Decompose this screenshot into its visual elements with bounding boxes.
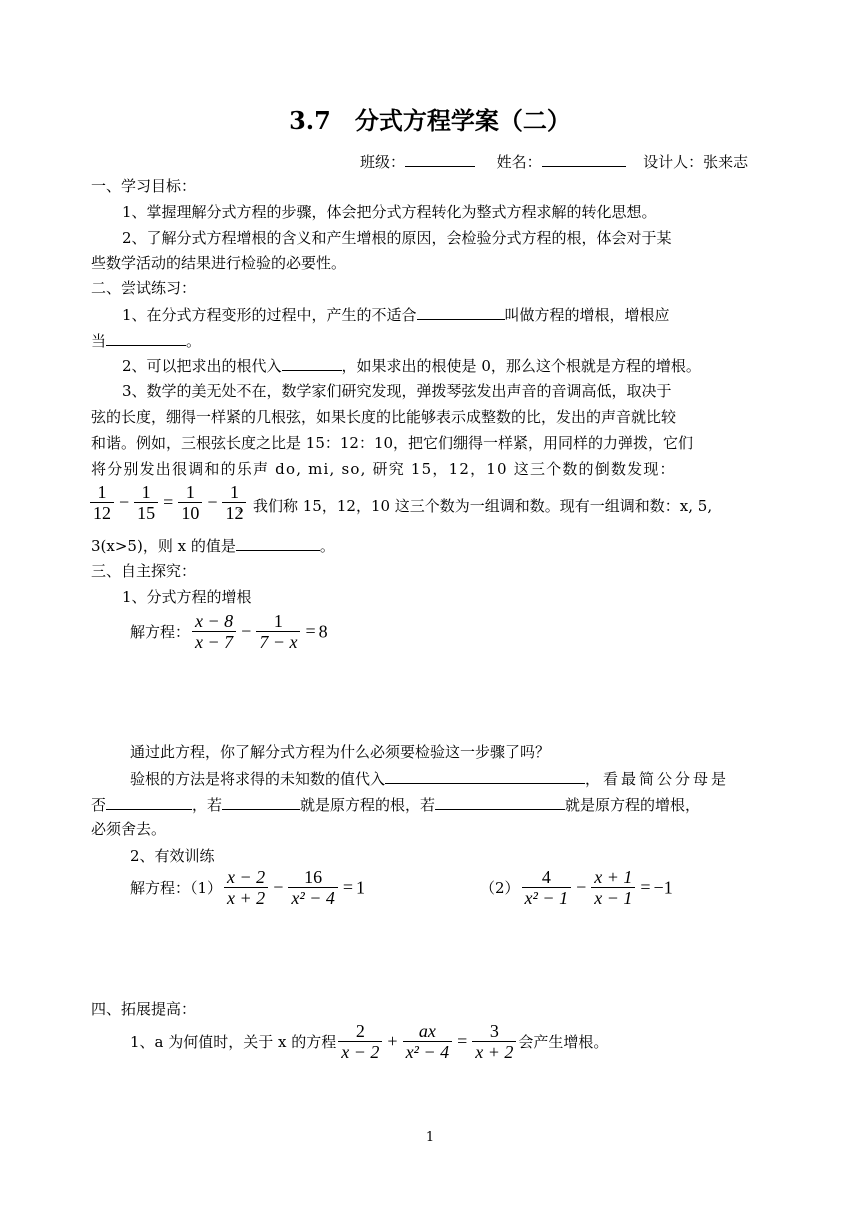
solve-label: 解方程： [130, 623, 191, 642]
fraction [90, 482, 114, 523]
equation-3: （2） $\frac{4}{\text{x² − 1}}$ − $\frac{x + 1}{x - 1}$ = −1 [480, 867, 673, 908]
denominator: 7 − x [259, 632, 298, 652]
name-label: 姓名： [496, 153, 542, 171]
equation-1: 解方程： $\frac{x - 8}{x - 7}$ − $\frac{1}{7 - x}$ = 8 [130, 611, 328, 652]
practice-q1-line2 [91, 329, 201, 351]
p2-label: （2） [480, 879, 520, 898]
equation-2: 解方程：（1） $\frac{x - 2}{x + 2}$ − $\frac{16}{\text{x² − 4}}$ = 1 [130, 867, 366, 908]
numerator: 4 [522, 867, 572, 888]
rhs: 8 [318, 621, 328, 641]
numerator: 1 [222, 482, 246, 503]
fraction [403, 1021, 453, 1062]
numerator: x − 8 [192, 611, 236, 632]
name-blank [542, 150, 626, 167]
practice-q2 [122, 354, 701, 376]
fraction [256, 611, 300, 652]
check-text-c: 否 [91, 796, 107, 814]
check-line3: 必须舍去。 [91, 820, 167, 838]
rhs: −1 [653, 877, 673, 897]
fraction [288, 867, 338, 908]
page-title: 3.7 分式方程学案（二） [289, 106, 571, 135]
q2-blank [282, 354, 342, 371]
fraction [134, 482, 158, 523]
section3-heading: 三、自主探究： [91, 562, 197, 580]
q1-blank-1 [417, 303, 505, 320]
goal-1: 1、掌握理解分式方程的步骤，体会把分式方程转化为整式方程求解的转化思想。 [122, 203, 657, 221]
q1-text-a: 1、在分式方程变形的过程中，产生的不适合 [122, 306, 417, 324]
q3-text-a: 3(x>5)，则 x 的值是 [91, 537, 236, 555]
check-text-f: 就是原方程的增根， [565, 796, 701, 814]
q3-line4: 将分别发出很调和的乐声 do, mi, so, 研究 15，12，10 这三个数的倒数发现： [91, 460, 676, 478]
denominator: x − 1 [594, 888, 633, 908]
page-number: 1 [425, 1130, 435, 1145]
numerator: 16 [288, 867, 338, 888]
q3-line6 [91, 534, 335, 556]
q1-text-b: 叫做方程的增根，增根应 [504, 306, 670, 324]
subsection-1: 1、分式方程的增根 [122, 588, 252, 606]
fraction [338, 1021, 382, 1062]
denominator: x² − 4 [291, 888, 335, 908]
fraction [178, 482, 202, 523]
section1-heading: 一、学习目标： [91, 177, 197, 195]
q3-line3: 和谐。例如，三根弦长度之比是 15：12：10，把它们绷得一样紧，用同样的力弹拨，它们 [91, 434, 694, 452]
ext-text-b: 会产生增根。 [518, 1033, 609, 1052]
q3-text-b: 。 [319, 537, 335, 555]
fraction [591, 867, 635, 908]
numerator: 1 [178, 482, 202, 503]
numerator: x + 1 [591, 867, 635, 888]
denominator: x² − 4 [405, 1042, 450, 1062]
check-text-d: ，若 [192, 796, 223, 814]
denominator: 12 [93, 503, 111, 523]
numerator: 1 [256, 611, 300, 632]
section2-heading: 二、尝试练习： [91, 279, 197, 297]
numerator: 2 [338, 1021, 382, 1042]
check-blank-3 [222, 793, 300, 810]
ext-text-a: 1、a 为何值时，关于 x 的方程 [130, 1033, 337, 1052]
denominator: x² − 1 [524, 888, 569, 908]
q3-blank [236, 534, 320, 551]
numerator: 1 [90, 482, 114, 503]
goal-2a: 2、了解分式方程增根的含义和产生增根的原因，会检验分式方程的根，体会对于某 [122, 229, 672, 247]
numerator: x − 2 [224, 867, 268, 888]
check-text-e: 就是原方程的根，若 [300, 796, 436, 814]
denominator: 12 [225, 503, 244, 523]
fraction [472, 1021, 516, 1062]
q3-line2: 弦的长度，绷得一样紧的几根弦，如果长度的比能够表示成整数的比，发出的声音就比较 [91, 408, 677, 426]
train-label: 解方程：（1） [130, 879, 223, 898]
q3-line5: 。我们称 15，12，10 这三个数为一组调和数。现有一组调和数：x, 5, [238, 497, 713, 515]
fraction [192, 611, 236, 652]
extension-q1: 1、a 为何值时，关于 x 的方程 $\frac{2}{x - 2}$ + $\frac{ax}{\text{x² − 4}}$ = $\frac{3}{x + 2}$ 会产生增根。 [130, 1021, 609, 1062]
denominator: 15 [137, 503, 156, 523]
fraction [224, 867, 268, 908]
q1-text-c: 当 [91, 332, 107, 350]
denominator: x + 2 [475, 1042, 514, 1062]
denominator: x + 2 [227, 888, 266, 908]
q2-text-b: ，如果求出的根使是 0，那么这个根就是方程的增根。 [341, 357, 701, 375]
check-text-a: 验根的方法是将求得的未知数的值代入 [130, 770, 386, 788]
denominator: 10 [181, 503, 200, 523]
check-text-b: ，看最简公分母是 [585, 770, 730, 788]
check-blank-1 [385, 767, 585, 784]
section4-heading: 四、拓展提高： [91, 1000, 197, 1018]
q2-text-a: 2、可以把求出的根代入 [122, 357, 282, 375]
denominator: x − 7 [195, 632, 234, 652]
q3-line1: 3、数学的美无处不在，数学家们研究发现，弹拨琴弦发出声音的音调高低，取决于 [122, 382, 672, 400]
practice-q1-line1 [122, 303, 670, 325]
designer: 设计人：张来志 [643, 153, 749, 171]
subsection-2: 2、有效训练 [130, 847, 215, 865]
class-label: 班级： [360, 153, 406, 171]
q1-blank-2 [106, 329, 186, 346]
check-line1 [130, 767, 729, 789]
goal-2b: 些数学活动的结果进行检验的必要性。 [91, 254, 347, 272]
rhs: 1 [356, 877, 366, 897]
check-line2 [91, 793, 700, 815]
class-blank [405, 150, 475, 167]
harmonic-equation: $\frac{1}{12}$ − $\frac{1}{15}$ = $\frac{1}{10}$ − $\frac{1}{12}$ [88, 482, 248, 523]
numerator: ax [403, 1021, 453, 1042]
denominator: x − 2 [341, 1042, 380, 1062]
fraction [522, 867, 572, 908]
check-blank-2 [106, 793, 192, 810]
why-check: 通过此方程，你了解分式方程为什么必须要检验这一步骤了吗？ [130, 743, 551, 761]
numerator: 3 [472, 1021, 516, 1042]
q1-text-d: 。 [186, 332, 202, 350]
header-info [360, 150, 748, 172]
numerator: 1 [134, 482, 158, 503]
check-blank-4 [435, 793, 565, 810]
